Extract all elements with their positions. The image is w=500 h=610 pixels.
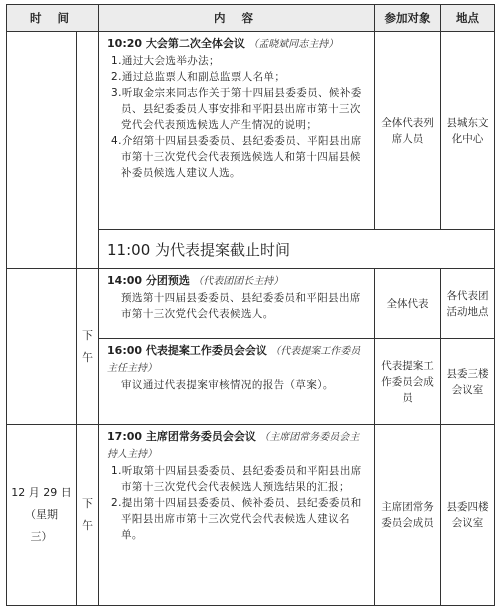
period-cell [77,269,99,425]
location-cell: 县城东文化中心 [441,32,495,230]
period-char: 午 [82,519,93,532]
period-char: 下 [82,497,93,510]
date-text: 12 月 29 日 [11,486,72,499]
location-cell: 各代表团活动地点 [441,269,495,339]
date-weekday: （星期 [25,508,58,521]
period-cell [77,425,99,606]
session-host: （代表团团长主持） [193,276,284,287]
agenda-item: 审议通过代表提案审核情况的报告（草案）。 [121,379,334,391]
participants-cell: 主席团常务委员会成员 [375,425,441,606]
date-cell-empty [7,32,77,269]
session-title: 16:00 代表提案工作委员会会议 [107,344,267,357]
table-row [7,425,495,606]
header-time: 时 间 [7,5,99,32]
schedule-table [6,4,495,606]
session-content [99,425,375,606]
deadline-notice: 11:00 为代表提案截止时间 [99,230,495,269]
location-cell: 县委四楼会议室 [441,425,495,606]
participants-cell: 全体代表 [375,269,441,339]
agenda-item: 2.提出第十四届县委委员、候补委员、县纪委委员和平阳县出席市第十三次党代会代表候选人建议名单。 [111,497,362,541]
header-content: 内 容 [99,5,375,32]
header-participants: 参加对象 [375,5,441,32]
period-char: 下 [82,328,93,342]
agenda-item: 1.通过大会选举办法； [111,55,220,67]
session-content [99,269,375,339]
agenda-item: 3.听取金宗来同志作关于第十四届县委委员、候补委员、县纪委委员人事安排和平阳县出席市第十三次党代会代表预选候选人产生情况的说明； [111,87,362,131]
session-title: 14:00 分团预选 [107,274,190,287]
session-content [99,339,375,425]
date-cell [7,425,77,606]
header-location: 地点 [441,5,495,32]
session-host: （主席团常务委员会主持人主持） [107,432,360,460]
session-content [99,32,375,230]
session-host: （孟晓斌同志主持） [248,39,339,50]
session-title: 10:20 大会第二次全体会议 [107,37,245,50]
participants-cell: 全体代表列席人员 [375,32,441,230]
agenda-item: 1.听取第十四届县委委员、县纪委委员和平阳县出席市第十三次党代会代表候选人预选结果的汇报； [111,465,362,493]
participants-cell: 代表提案工作委员会成员 [375,339,441,425]
location-cell: 县委三楼会议室 [441,339,495,425]
table-row [7,269,495,339]
table-row [7,32,495,230]
date-cell-empty [7,269,77,425]
session-host: （代表提案工作委员主任主持） [107,346,361,374]
agenda-item: 预选第十四届县委委员、县纪委委员和平阳县出席市第十三次党代会代表候选人。 [121,292,361,320]
table-header-row [7,5,495,32]
session-title: 17:00 主席团常务委员会会议 [107,430,256,443]
date-weekday: 三） [30,530,53,543]
agenda-item: 2.通过总监票人和副总监票人名单； [111,71,286,83]
agenda-item: 4.介绍第十四届县委委员、县纪委委员、平阳县出席市第十三次党代会代表预选候选人和第十四届县候补委员候选人建议人选。 [111,135,362,179]
period-cell-empty [77,32,99,269]
period-char: 午 [82,350,93,364]
